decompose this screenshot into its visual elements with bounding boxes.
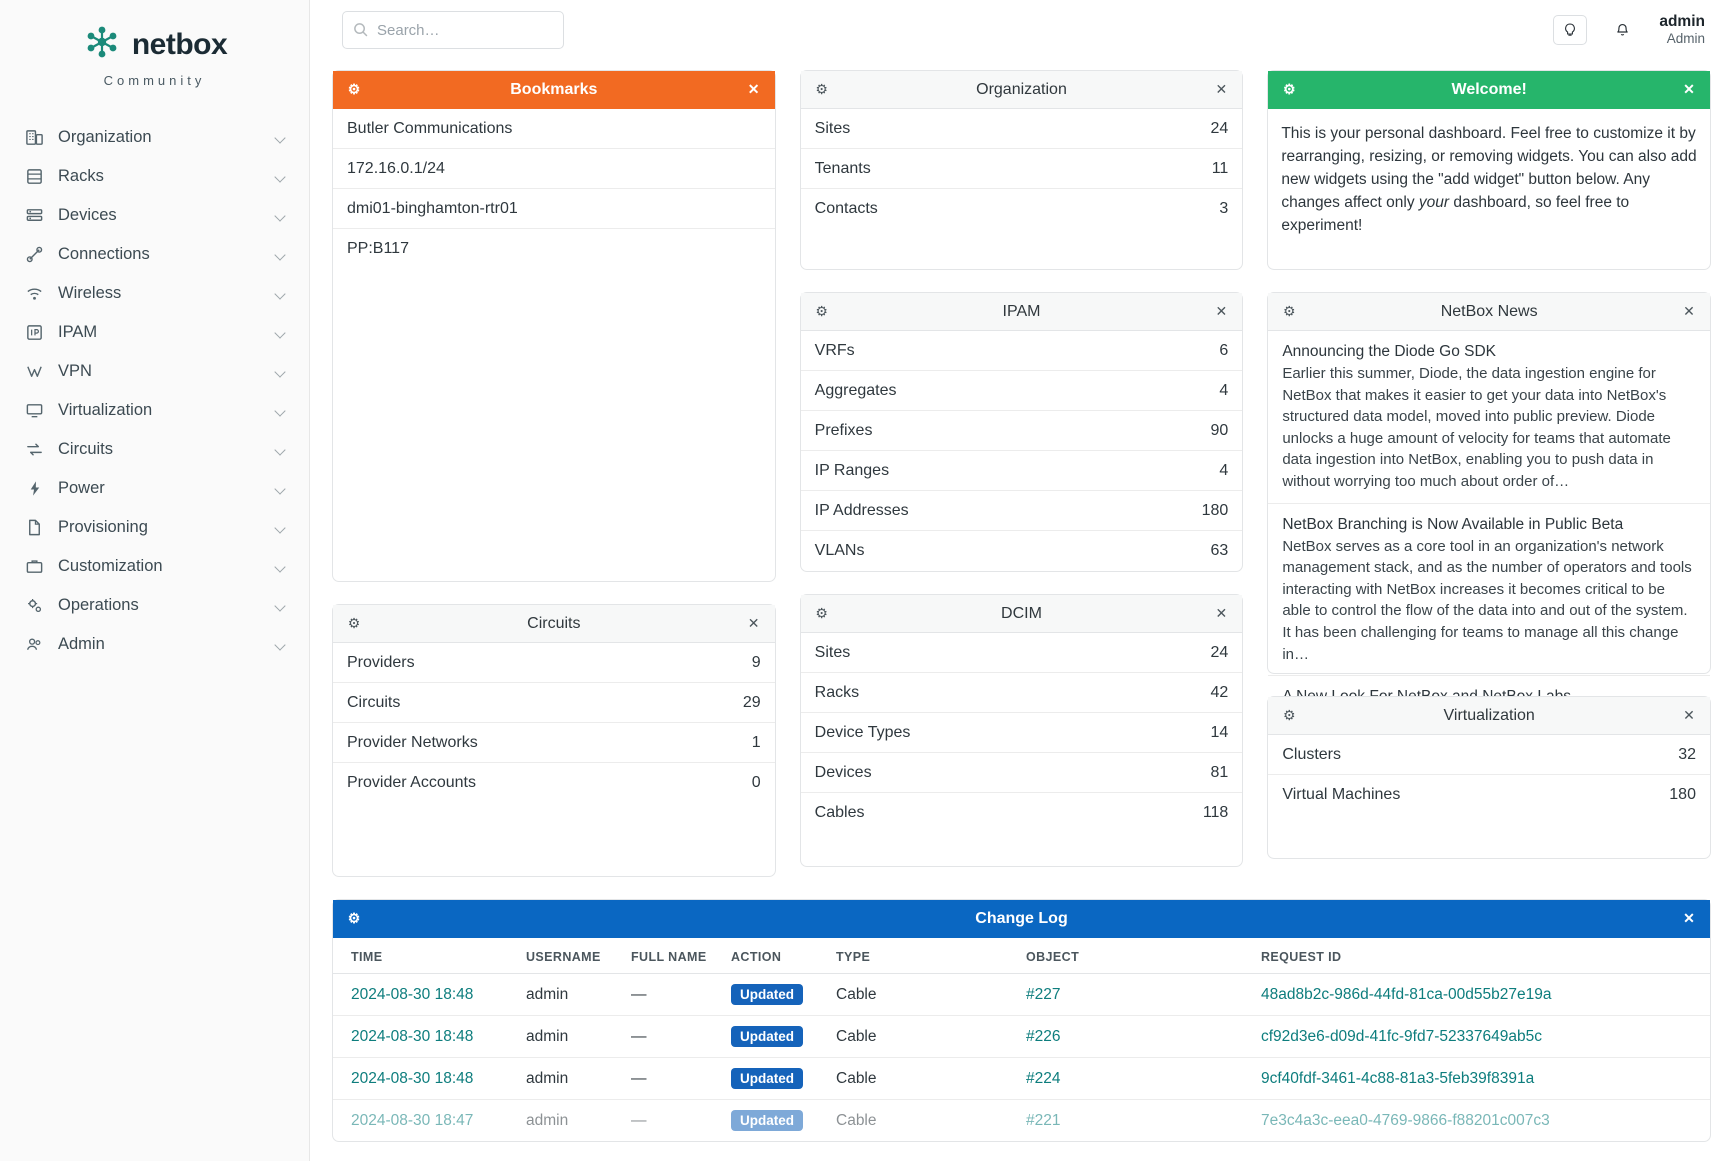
changelog-type: Cable <box>828 1016 1018 1058</box>
chevron-down-icon <box>275 522 287 534</box>
sidebar-item-wireless[interactable] <box>0 274 309 313</box>
list-item[interactable] <box>801 331 1243 371</box>
stat-value: 180 <box>1201 501 1229 519</box>
search-input[interactable] <box>342 11 564 49</box>
widget-bookmarks <box>332 70 776 582</box>
sidebar-item-label: Operations <box>58 596 139 614</box>
widget-header <box>801 71 1243 109</box>
sidebar-item-connections[interactable] <box>0 235 309 274</box>
changelog-time-link[interactable]: 2024-08-30 18:47 <box>351 1111 474 1129</box>
welcome-text <box>1281 123 1697 238</box>
top-bar-actions <box>1553 12 1711 48</box>
notifications-button[interactable] <box>1605 15 1639 45</box>
changelog-time-link[interactable]: 2024-08-30 18:48 <box>351 985 474 1003</box>
sidebar <box>0 0 310 1161</box>
stat-value: 0 <box>751 774 761 791</box>
search-box[interactable] <box>342 11 564 49</box>
column-header-request-id[interactable]: REQUEST ID <box>1253 938 1710 974</box>
stat-value: 24 <box>1210 119 1229 137</box>
change-log-table <box>333 938 1710 1141</box>
chevron-down-icon <box>275 210 287 222</box>
cogs-icon <box>22 596 46 615</box>
widget-header <box>801 595 1243 633</box>
column-header-object[interactable]: OBJECT <box>1018 938 1253 974</box>
list-item[interactable] <box>801 531 1243 571</box>
status-badge: Updated <box>731 1026 803 1047</box>
stat-label: Racks <box>814 683 860 701</box>
bookmarks-list <box>333 109 775 269</box>
sidebar-item-label: Organization <box>58 128 152 146</box>
stat-label: VLANs <box>814 542 865 559</box>
column-header-action[interactable]: ACTION <box>723 938 828 974</box>
news-title[interactable]: NetBox Branching is Now Available in Public Beta <box>1282 515 1624 533</box>
sidebar-item-customization[interactable] <box>0 547 309 586</box>
stat-label: Providers <box>347 653 415 671</box>
sidebar-item-racks[interactable] <box>0 157 309 196</box>
organization-stats <box>801 109 1243 229</box>
sidebar-nav <box>0 118 309 664</box>
close-icon[interactable]: ✕ <box>1683 707 1695 723</box>
list-item[interactable]: Butler Communications <box>333 109 775 149</box>
changelog-username: admin <box>518 1016 623 1058</box>
welcome-body <box>1268 109 1710 254</box>
chevron-down-icon <box>275 288 287 300</box>
table-row[interactable] <box>333 974 1710 1016</box>
close-icon[interactable]: ✕ <box>747 81 760 97</box>
widget-header <box>333 71 775 109</box>
change-log-table-wrap <box>333 938 1710 1141</box>
file-icon <box>22 518 46 537</box>
chevron-down-icon <box>275 483 287 495</box>
list-item[interactable] <box>333 643 775 683</box>
stat-label: Devices <box>814 763 872 781</box>
list-item[interactable] <box>801 411 1243 451</box>
close-icon[interactable]: ✕ <box>747 615 760 631</box>
stat-value: 6 <box>1219 341 1229 359</box>
stat-value: 29 <box>742 693 761 711</box>
sidebar-item-label: Provisioning <box>58 518 148 536</box>
list-item[interactable]: PP:B117 <box>347 240 409 257</box>
widget-change-log <box>332 899 1711 1142</box>
column-header-type[interactable]: TYPE <box>828 938 1018 974</box>
table-row[interactable] <box>333 1016 1710 1058</box>
sidebar-item-admin[interactable] <box>0 625 309 664</box>
changelog-time-link[interactable]: 2024-08-30 18:48 <box>351 1069 474 1087</box>
table-row[interactable] <box>333 1100 1710 1142</box>
chevron-down-icon <box>275 561 287 573</box>
changelog-username: admin <box>518 1058 623 1100</box>
stat-value: 14 <box>1210 723 1229 741</box>
welcome-text-emphasis: your <box>1418 193 1450 211</box>
stat-label: Provider Networks <box>347 733 478 751</box>
changelog-fullname: — <box>623 1058 723 1100</box>
welcome-text-part-1: This is your personal dashboard. Feel free to customize it by rearranging, resizing, or removing widgets. You can also add new widgets using the "add widget" button below. Any changes affect only <box>1281 125 1697 211</box>
stat-label: Sites <box>814 119 851 137</box>
table-body <box>333 974 1710 1142</box>
list-item[interactable] <box>801 189 1243 229</box>
widget-title: Bookmarks <box>510 80 598 98</box>
stat-value: 24 <box>1210 643 1229 661</box>
chevron-down-icon <box>275 444 287 456</box>
stat-value: 81 <box>1210 763 1229 781</box>
widget-title: Change Log <box>975 909 1068 927</box>
search-icon <box>353 22 368 37</box>
changelog-object-link[interactable]: #226 <box>1026 1027 1061 1045</box>
widget-welcome <box>1267 70 1711 270</box>
column-header-fullname[interactable]: FULL NAME <box>623 938 723 974</box>
widget-header <box>333 900 1710 938</box>
sidebar-item-label: Connections <box>58 245 150 263</box>
connection-icon <box>22 245 46 264</box>
gear-icon[interactable]: ⚙ <box>347 910 361 926</box>
chevron-down-icon <box>275 405 287 417</box>
list-item[interactable] <box>801 109 1243 149</box>
status-badge: Updated <box>731 1110 803 1131</box>
changelog-request-id-link[interactable]: cf92d3e6-d09d-41fc-9fd7-52337649ab5c <box>1261 1027 1542 1045</box>
virtualization-stats <box>1268 735 1710 815</box>
chevron-down-icon <box>275 327 287 339</box>
vpn-icon <box>22 362 46 381</box>
list-item[interactable]: 172.16.0.1/24 <box>333 149 775 189</box>
list-item[interactable] <box>801 753 1243 793</box>
close-icon[interactable]: ✕ <box>1683 303 1695 319</box>
gear-icon[interactable]: ⚙ <box>347 615 361 631</box>
list-item[interactable] <box>801 793 1243 833</box>
changelog-username: admin <box>526 1111 569 1129</box>
widget-title: Circuits <box>527 614 581 632</box>
list-item[interactable] <box>801 713 1243 753</box>
sidebar-item-label: Circuits <box>58 440 114 458</box>
list-item[interactable] <box>1268 775 1710 815</box>
changelog-request-id-link[interactable]: 48ad8b2c-986d-44fd-81ca-00d55b27e19a <box>1261 985 1552 1003</box>
sidebar-item-label: Virtualization <box>58 401 153 419</box>
list-item[interactable] <box>801 451 1243 491</box>
changelog-fullname: — <box>623 1016 723 1058</box>
widget-header <box>1268 71 1710 109</box>
close-icon[interactable]: ✕ <box>1683 910 1695 926</box>
stat-value: 4 <box>1219 381 1229 399</box>
news-item[interactable] <box>1268 331 1710 504</box>
changelog-type: Cable <box>828 974 1018 1016</box>
briefcase-icon <box>22 557 46 576</box>
column-header-time[interactable]: TIME <box>333 938 518 974</box>
stat-value: 3 <box>1219 200 1229 217</box>
stat-value: 9 <box>751 653 761 671</box>
stat-label: IP Addresses <box>814 501 909 519</box>
stat-value: 90 <box>1210 421 1229 439</box>
changelog-type: Cable <box>836 1111 877 1129</box>
status-badge: Updated <box>731 1068 803 1089</box>
sidebar-item-vpn[interactable] <box>0 352 309 391</box>
stat-value: 63 <box>1210 542 1229 559</box>
gear-icon[interactable]: ⚙ <box>815 81 828 97</box>
sidebar-item-devices[interactable] <box>0 196 309 235</box>
circuits-stats <box>333 643 775 803</box>
close-icon[interactable]: ✕ <box>1215 81 1228 97</box>
changelog-fullname: — <box>623 974 723 1016</box>
stat-label: VRFs <box>814 341 855 359</box>
gear-icon[interactable]: ⚙ <box>1283 81 1296 97</box>
changelog-request-id-link[interactable]: 9cf40fdf-3461-4c88-81a3-5feb39f8391a <box>1261 1069 1535 1087</box>
user-role: Admin <box>1666 31 1705 47</box>
changelog-type: Cable <box>828 1058 1018 1100</box>
stat-label: Virtual Machines <box>1282 786 1401 803</box>
list-item[interactable] <box>801 149 1243 189</box>
chevron-down-icon <box>275 366 287 378</box>
brand-name: netbox <box>131 27 228 61</box>
news-body: NetBox serves as a core tool in an organization's network management stack, and as the number of operators and tools interacting with NetBox increases it becomes critical to be able to control the flow of the data into and out of the system. It has been challenging for teams to manage all this change in… <box>1282 537 1692 663</box>
stat-label: Prefixes <box>814 421 873 439</box>
sidebar-item-virtualization[interactable] <box>0 391 309 430</box>
changelog-object-link[interactable]: #224 <box>1026 1069 1061 1087</box>
sidebar-item-label: Devices <box>58 206 117 224</box>
list-item[interactable]: dmi01-binghamton-rtr01 <box>333 189 775 229</box>
widget-title: Virtualization <box>1443 706 1535 724</box>
changelog-object-link[interactable]: #221 <box>1026 1111 1061 1129</box>
users-icon <box>22 635 46 654</box>
widget-circuits <box>332 604 776 877</box>
dashboard-column-2 <box>800 70 1244 867</box>
ipam-stats <box>801 331 1243 571</box>
stat-value: 180 <box>1669 786 1696 803</box>
widget-organization <box>800 70 1244 270</box>
list-item[interactable] <box>801 633 1243 673</box>
widget-title: IPAM <box>1002 302 1041 320</box>
sidebar-item-label: VPN <box>58 362 92 380</box>
widget-title: Welcome! <box>1451 80 1527 98</box>
stat-label: Contacts <box>814 200 878 217</box>
gear-icon[interactable]: ⚙ <box>1283 707 1296 723</box>
table-head <box>333 938 1710 974</box>
user-menu[interactable] <box>1659 12 1705 48</box>
dcim-stats <box>801 633 1243 833</box>
stat-label: Provider Accounts <box>347 774 476 791</box>
sidebar-item-label: IPAM <box>58 323 98 341</box>
widget-title: Organization <box>976 80 1067 98</box>
welcome-text-part-2: dashboard, so feel free to experiment! <box>1281 193 1630 234</box>
dashboard-grid <box>310 60 1733 877</box>
sidebar-item-power[interactable] <box>0 469 309 508</box>
changelog-request-id-link[interactable]: 7e3c4a3c-eea0-4769-9866-f88201c007c3 <box>1261 1111 1550 1129</box>
main-content <box>310 0 1733 1161</box>
list-item[interactable] <box>801 371 1243 411</box>
list-item[interactable] <box>333 683 775 723</box>
stat-label: Circuits <box>347 693 401 711</box>
wifi-icon <box>22 284 46 303</box>
news-title[interactable]: Announcing the Diode Go SDK <box>1282 343 1497 360</box>
sidebar-item-operations[interactable] <box>0 586 309 625</box>
sidebar-item-provisioning[interactable] <box>0 508 309 547</box>
stat-value: 118 <box>1202 804 1229 821</box>
list-item[interactable] <box>801 673 1243 713</box>
list-item[interactable] <box>333 763 775 803</box>
widget-header <box>1268 293 1710 331</box>
widget-header <box>801 293 1243 331</box>
news-body: Earlier this summer, Diode, the data ingestion engine for NetBox that makes it easier to get your data into NetBox's structured data model, moved into public preview. Diode unlocks a huge amount of velocity for teams that automate data ingestion into NetBox, enabling you to push data in without worrying too much about order of… <box>1282 365 1671 490</box>
monitor-icon <box>22 401 46 420</box>
gear-icon[interactable]: ⚙ <box>815 605 828 621</box>
chevron-down-icon <box>275 600 287 612</box>
sidebar-item-label: Racks <box>58 167 104 185</box>
flash-icon <box>22 479 46 498</box>
stat-value: 4 <box>1219 461 1229 479</box>
stat-label: Clusters <box>1282 745 1342 763</box>
close-icon[interactable]: ✕ <box>1683 81 1695 97</box>
widget-dcim <box>800 594 1244 867</box>
news-item[interactable] <box>1268 504 1710 677</box>
netbox-logo-icon <box>82 22 122 67</box>
stat-label: Sites <box>814 643 851 661</box>
gear-icon[interactable]: ⚙ <box>815 303 828 319</box>
widget-header <box>1268 697 1710 735</box>
stat-value: 11 <box>1211 159 1229 177</box>
dashboard-column-3 <box>1267 70 1711 859</box>
changelog-object-link[interactable]: #227 <box>1026 985 1061 1003</box>
list-item[interactable] <box>333 723 775 763</box>
table-header-row <box>333 938 1710 974</box>
sidebar-item-organization[interactable] <box>0 118 309 157</box>
sidebar-item-circuits[interactable] <box>0 430 309 469</box>
stat-label: Aggregates <box>814 381 897 399</box>
widget-title: NetBox News <box>1440 302 1538 320</box>
changelog-fullname: — <box>631 1111 647 1129</box>
domain-icon <box>22 128 46 147</box>
brand-subtitle: Community <box>103 73 206 88</box>
stat-value: 42 <box>1210 683 1229 701</box>
rack-icon <box>22 167 46 186</box>
top-bar <box>310 0 1733 60</box>
sidebar-item-label: Admin <box>58 635 105 653</box>
widget-virtualization <box>1267 696 1711 859</box>
stat-label: Device Types <box>814 723 911 741</box>
chevron-down-icon <box>275 639 287 651</box>
column-header-username[interactable]: USERNAME <box>518 938 623 974</box>
sidebar-item-ipam[interactable] <box>0 313 309 352</box>
chevron-down-icon <box>275 249 287 261</box>
widget-header <box>333 605 775 643</box>
brand-logo[interactable] <box>0 10 309 108</box>
stat-label: Tenants <box>814 159 871 177</box>
changelog-username: admin <box>518 974 623 1016</box>
chevron-down-icon <box>275 132 287 144</box>
stat-value: 1 <box>751 733 761 751</box>
widget-title: DCIM <box>1001 604 1042 622</box>
transit-icon <box>22 440 46 459</box>
close-icon[interactable]: ✕ <box>1215 303 1228 319</box>
widget-ipam <box>800 292 1244 572</box>
list-item[interactable] <box>1268 735 1710 775</box>
news-list <box>1268 331 1710 718</box>
status-badge: Updated <box>731 984 803 1005</box>
stat-label: Cables <box>814 804 865 821</box>
widget-netbox-news <box>1267 292 1711 674</box>
chevron-down-icon <box>275 171 287 183</box>
changelog-time-link[interactable]: 2024-08-30 18:48 <box>351 1027 474 1045</box>
dashboard-column-1 <box>332 70 776 877</box>
server-icon <box>22 206 46 225</box>
gear-icon[interactable]: ⚙ <box>347 81 361 97</box>
ip-icon <box>22 323 46 342</box>
close-icon[interactable]: ✕ <box>1215 605 1228 621</box>
list-item[interactable] <box>801 491 1243 531</box>
theme-toggle-button[interactable] <box>1553 15 1587 45</box>
user-name: admin <box>1659 12 1705 30</box>
stat-value: 32 <box>1678 745 1696 763</box>
change-log-card <box>332 899 1711 1142</box>
stat-label: IP Ranges <box>814 461 890 479</box>
gear-icon[interactable]: ⚙ <box>1283 303 1296 319</box>
table-row[interactable] <box>333 1058 1710 1100</box>
sidebar-item-label: Wireless <box>58 284 122 302</box>
sidebar-item-label: Power <box>58 479 105 497</box>
sidebar-item-label: Customization <box>58 557 163 575</box>
